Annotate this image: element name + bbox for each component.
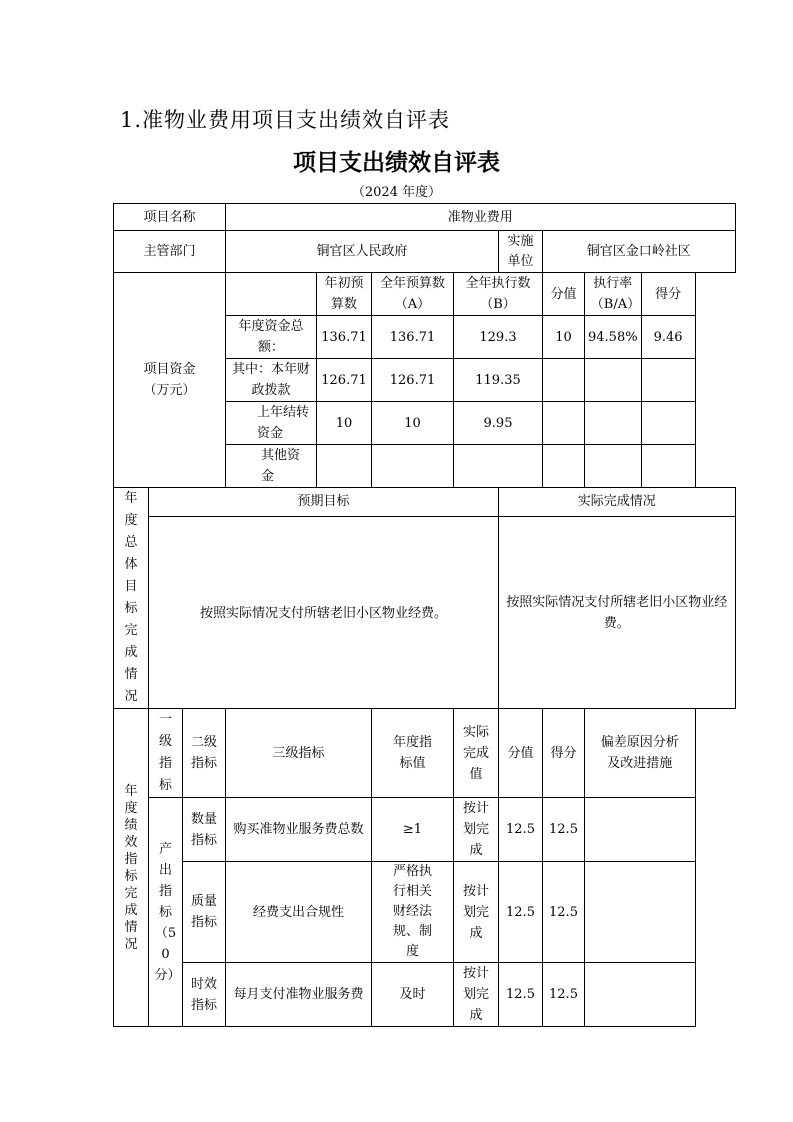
funds-initial [317, 445, 372, 488]
header-target: 年度指标值 [372, 709, 454, 798]
document-heading: 1.准物业费用项目支出绩效自评表 [120, 108, 451, 132]
header-reason: 偏差原因分析及改进措施 [585, 709, 696, 798]
funds-full: 136.71 [372, 316, 454, 359]
indicator-level2: 时效指标 [183, 963, 226, 1027]
indicator-score: 12.5 [499, 862, 543, 963]
project-name-value: 准物业费用 [226, 204, 736, 231]
indicator-level3: 每月支付准物业服务费 [226, 963, 372, 1027]
indicator-score: 12.5 [499, 963, 543, 1027]
actual-goal-text: 按照实际情况支付所辖老旧小区物业经费。 [499, 516, 736, 708]
department-label: 主管部门 [114, 231, 226, 273]
indicator-reason [585, 798, 696, 862]
implementer-value: 铜官区金口岭社区 [543, 231, 736, 273]
funds-initial: 10 [317, 402, 372, 445]
department-row [114, 231, 736, 273]
funds-executed: 129.3 [454, 316, 543, 359]
indicator-target: 及时 [372, 963, 454, 1027]
funds-row-label: 年度资金总额： [226, 316, 317, 359]
indicator-level2: 数量指标 [183, 798, 226, 862]
funds-row-label: 其他资金 [226, 445, 317, 488]
funds-initial: 136.71 [317, 316, 372, 359]
funds-rate [585, 445, 642, 488]
funds-rate [585, 359, 642, 402]
indicator-actual: 按计划完成 [454, 798, 499, 862]
funds-score [543, 402, 585, 445]
output-indicator-label: 产出指标（50分） [149, 798, 183, 1027]
project-name-row [114, 204, 736, 231]
form-year: （2024 年度） [351, 185, 442, 200]
funds-got [641, 445, 695, 488]
funds-score [543, 445, 585, 488]
funds-header-row [114, 273, 736, 316]
funds-got [641, 402, 695, 445]
department-value: 铜官区人民政府 [226, 231, 499, 273]
indicator-target: 严格执行相关财经法规、制度 [372, 862, 454, 963]
indicator-row-quantity [114, 798, 736, 862]
funds-got [641, 359, 695, 402]
header-score: 分值 [543, 273, 585, 316]
header-score: 分值 [499, 709, 543, 798]
indicators-section-label: 年度绩效指标完成情况 [114, 709, 149, 1027]
header-got: 得分 [641, 273, 695, 316]
actual-goal-header: 实际完成情况 [499, 488, 736, 517]
implementer-label: 实施单位 [499, 231, 543, 273]
header-actual: 实际完成值 [454, 709, 499, 798]
indicator-got: 12.5 [543, 798, 585, 862]
header-exec-rate: 执行率（B/A） [585, 273, 642, 316]
indicators-header-row [114, 709, 736, 798]
funds-got: 9.46 [641, 316, 695, 359]
funds-initial: 126.71 [317, 359, 372, 402]
header-executed: 全年执行数（B） [454, 273, 543, 316]
funds-row-label: 其中：本年财政拨款 [226, 359, 317, 402]
funds-executed: 9.95 [454, 402, 543, 445]
header-level3: 三级指标 [226, 709, 372, 798]
header-level1: 一级指标 [149, 709, 183, 798]
indicator-level3: 购买准物业服务费总数 [226, 798, 372, 862]
funds-section-label: 项目资金（万元） [114, 273, 226, 488]
indicator-actual: 按计划完成 [454, 963, 499, 1027]
indicator-got: 12.5 [543, 862, 585, 963]
indicator-got: 12.5 [543, 963, 585, 1027]
indicator-score: 12.5 [499, 798, 543, 862]
funds-header-blank [226, 273, 317, 316]
funds-full [372, 445, 454, 488]
header-initial-budget: 年初预算数 [317, 273, 372, 316]
indicator-actual: 按计划完成 [454, 862, 499, 963]
indicator-level3: 经费支出合规性 [226, 862, 372, 963]
indicator-level2: 质量指标 [183, 862, 226, 963]
funds-rate [585, 402, 642, 445]
indicator-row-quality [114, 862, 736, 963]
form-title: 项目支出绩效自评表 [293, 150, 500, 176]
goals-header-row [114, 488, 736, 517]
goals-section-label: 年度总体目标完成情况 [114, 488, 149, 709]
goals-content-row [114, 516, 736, 708]
expected-goal-text: 按照实际情况支付所辖老旧小区物业经费。 [149, 516, 499, 708]
header-full-budget: 全年预算数（A） [372, 273, 454, 316]
project-name-label: 项目名称 [114, 204, 226, 231]
funds-row-label: 上年结转资金 [226, 402, 317, 445]
evaluation-table [113, 203, 736, 1027]
funds-score [543, 359, 585, 402]
indicator-reason [585, 963, 696, 1027]
funds-executed: 119.35 [454, 359, 543, 402]
header-level2: 二级指标 [183, 709, 226, 798]
funds-full: 126.71 [372, 359, 454, 402]
indicator-target: ≥1 [372, 798, 454, 862]
header-got: 得分 [543, 709, 585, 798]
indicator-reason [585, 862, 696, 963]
funds-executed [454, 445, 543, 488]
funds-rate: 94.58% [585, 316, 642, 359]
funds-full: 10 [372, 402, 454, 445]
funds-score: 10 [543, 316, 585, 359]
indicator-row-timeliness [114, 963, 736, 1027]
expected-goal-header: 预期目标 [149, 488, 499, 517]
